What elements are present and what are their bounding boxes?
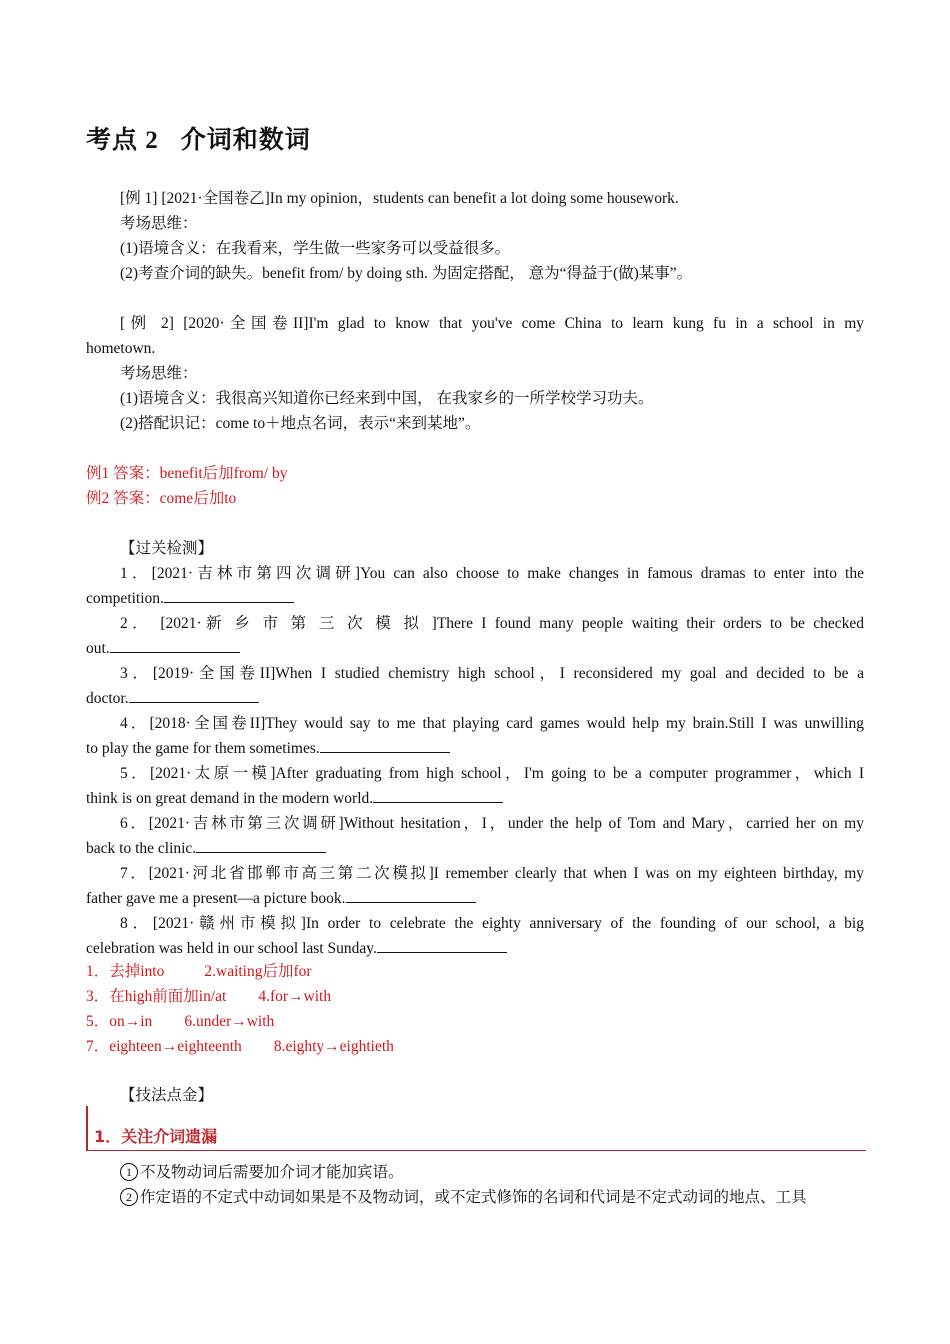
title-number: 考点 2 [86,127,159,154]
example-2-stem: [例 2] [2020·全国卷II]I'm glad to know that you've come China to learn kung fu in a school in my [120,315,864,332]
example-2-label: 考场思维： [120,365,198,382]
circled-number-2: 2 [120,1188,138,1206]
exercise-item-3-cont [86,686,259,711]
exercise-item-3-tail: doctor. [86,690,129,707]
answer-1: 1．去掉into [86,963,165,980]
exercise-item-5-cont [86,786,503,811]
answer-7: 7．eighteen→eighteenth [86,1038,242,1055]
example-2-stem-cont: hometown. [86,340,156,357]
exercise-item-2-cont [86,636,240,661]
circled-number-1: 1 [120,1163,138,1181]
rule-1 [120,1160,404,1185]
exercise-item-8: 8．[2021·赣州市模拟]In order to celebrate the eighty anniversary of the founding of our school, a big [120,915,864,932]
check-answer-row-3 [86,1009,274,1034]
check-answer-row-1 [86,959,312,984]
exercise-item-2: 2． [2021·新 乡 市 第 三 次 模 拟 ]There I found many people waiting their orders to be checked [120,615,864,632]
example-1-point-1: (1)语境含义：在我看来，学生做一些家务可以受益很多。 [120,240,511,257]
answer-blank[interactable] [164,588,294,603]
exercise-item-3: 3．[2019·全国卷II]When I studied chemistry high school，I reconsidered my goal and decided to be a [120,665,864,682]
exercise-item-5-tail: think is on great demand in the modern world. [86,790,374,807]
answer-2: 2.waiting后加for [204,963,312,980]
answer-4: 4.for→with [258,988,332,1005]
example-2-answer: 例2 答案：come后加to [86,490,237,507]
answer-blank[interactable] [373,788,503,803]
exercise-item-2-tail: out. [86,640,110,657]
rule-2-text: 作定语的不定式中动词如果是不及物动词，或不定式修饰的名词和代词是不定式动词的地点、工具 [140,1189,807,1206]
check-answer-row-4 [86,1034,394,1059]
answer-6: 6.under→with [184,1013,275,1030]
exercise-item-7: 7．[2021·河北省邯郸市高三第二次模拟]I remember clearly that when I was on my eighteen birthday, my [120,865,864,882]
exercise-item-4-tail: to play the game for them sometimes. [86,740,320,757]
example-1-stem: [例 1] [2021·全国卷乙]In my opinion，students can benefit a lot doing some housework. [120,190,679,207]
section-left-bar [86,1106,88,1150]
example-1-answer: 例1 答案：benefit后加from/ by [86,465,288,482]
answer-blank[interactable] [196,838,326,853]
exercise-item-6-tail: back to the clinic. [86,840,197,857]
answer-5: 5．on→in [86,1013,153,1030]
title-text: 介词和数词 [180,125,311,154]
answer-8: 8.eighty→eightieth [273,1038,394,1055]
exercise-item-1: 1．[2021·吉林市第四次调研]You can also choose to make changes in famous dramas to enter into the [120,565,864,582]
answer-blank[interactable] [129,688,259,703]
exercise-item-7-tail: father gave me a present—a picture book. [86,890,346,907]
section-title: 1．关注介词遗漏 [94,1127,218,1146]
example-1-label: 考场思维： [120,215,198,232]
exercise-item-1-tail: competition. [86,590,164,607]
example-2-point-2: (2)搭配识记：come to＋地点名词，表示“来到某地”。 [120,415,481,432]
answer-blank[interactable] [110,638,240,653]
exercise-item-4-cont [86,736,450,761]
section-underline [86,1150,866,1151]
exercise-item-5: 5．[2021·太原一模]After graduating from high school，I'm going to be a computer programmer，which I [120,765,864,782]
example-2-point-1: (1)语境含义：我很高兴知道你已经来到中国， 在我家乡的一所学校学习功夫。 [120,390,654,407]
check-answer-row-2 [86,984,331,1009]
check-heading: 【过关检测】 [120,540,214,557]
section-heading [86,1106,866,1152]
exercise-item-7-cont [86,886,476,911]
answer-blank[interactable] [377,938,507,953]
rule-2 [120,1185,807,1210]
example-1-point-2: (2)考查介词的缺失。benefit from/ by doing sth. 为固定搭配， 意为“得益于(做)某事”。 [120,265,693,282]
answer-3: 3．在high前面加in/at [86,988,227,1005]
rule-1-text: 不及物动词后需要加介词才能加宾语。 [140,1164,404,1181]
exercise-item-8-tail: celebration was held in our school last Sunday. [86,940,377,957]
exercise-item-1-cont [86,586,294,611]
exercise-item-4: 4．[2018·全国卷II]They would say to me that playing card games would help my brain.Still I was unwilling [120,715,864,732]
answer-blank[interactable] [320,738,450,753]
exercise-item-8-cont [86,936,507,961]
tips-heading: 【技法点金】 [120,1087,214,1104]
page-title [86,120,311,156]
answer-blank[interactable] [346,888,476,903]
exercise-item-6: 6．[2021·吉林市第三次调研]Without hesitation，I，under the help of Tom and Mary，carried her on my [120,815,864,832]
exercise-item-6-cont [86,836,326,861]
